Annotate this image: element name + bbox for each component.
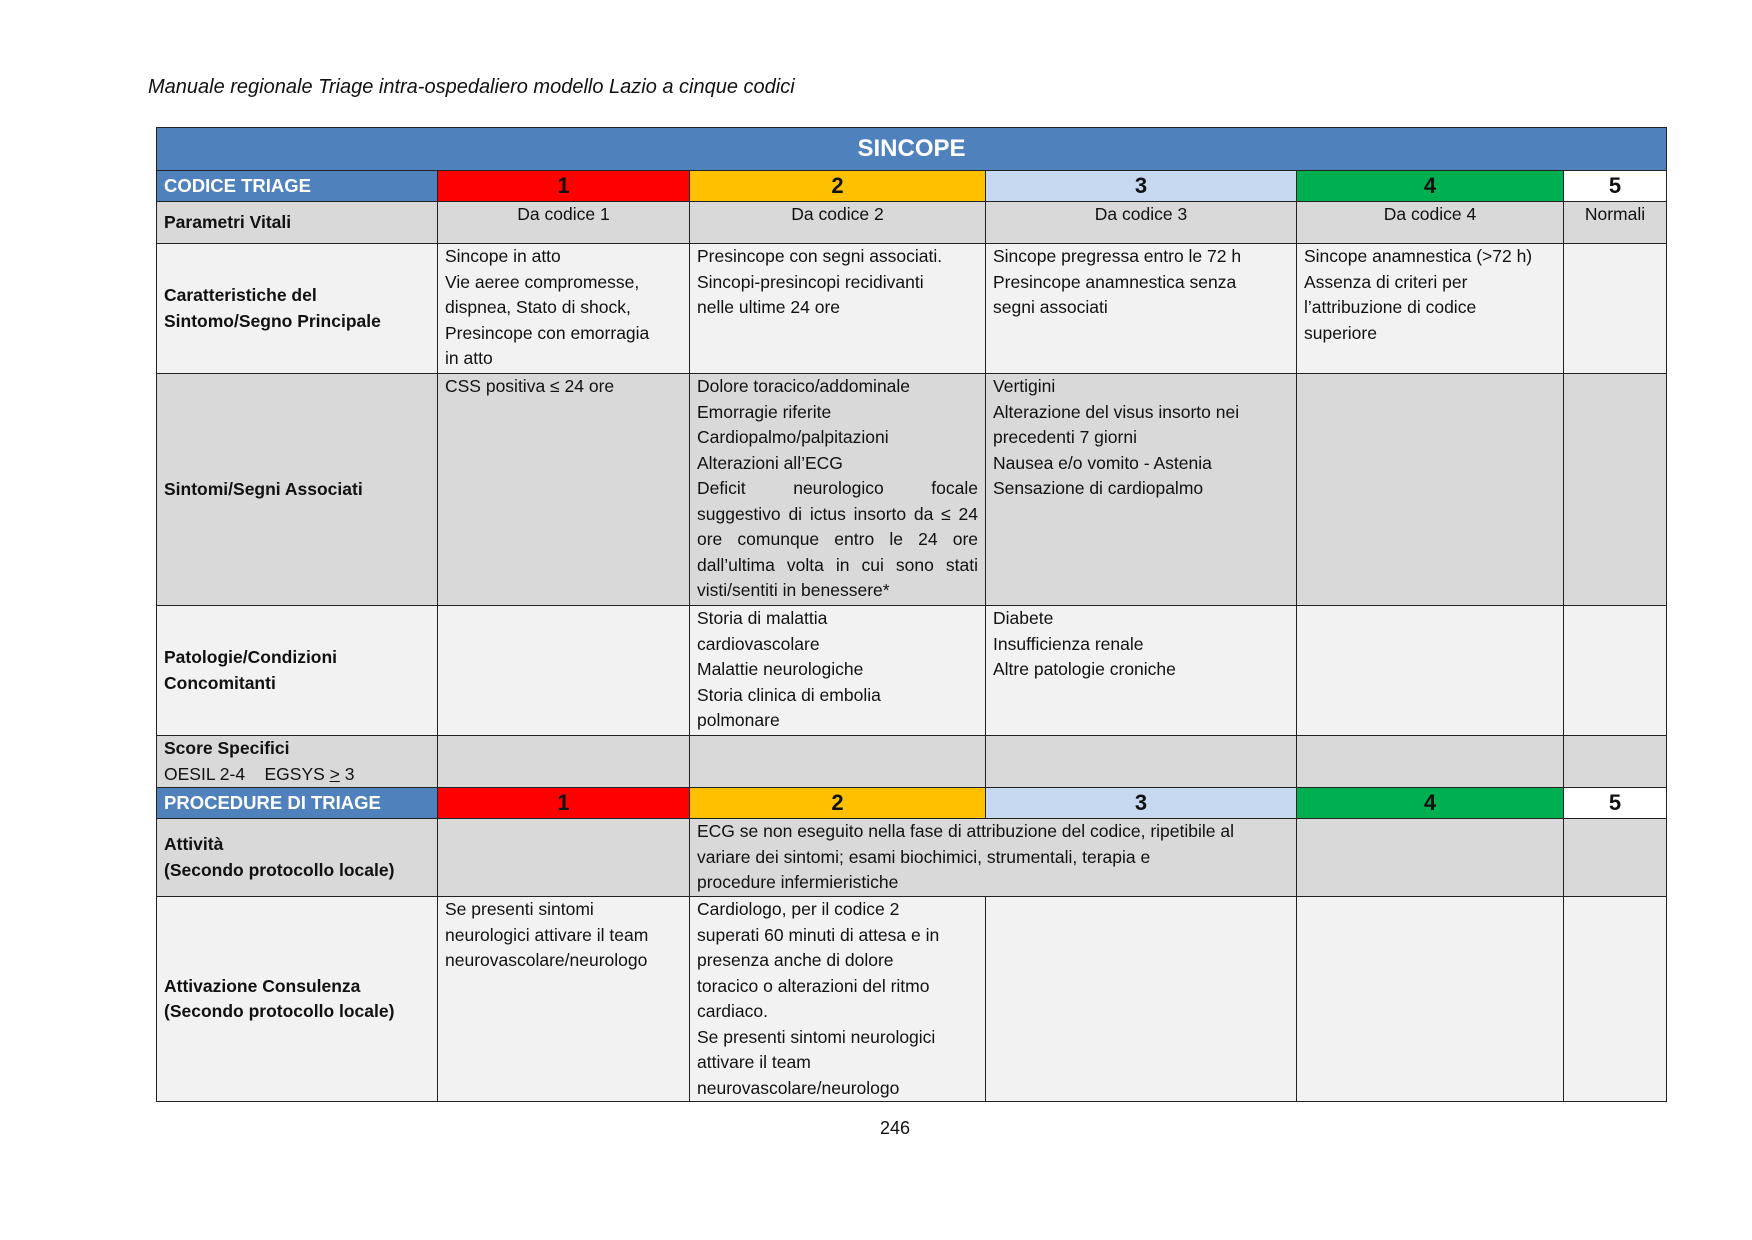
sintomi-code-1: CSS positiva ≤ 24 ore (438, 374, 690, 606)
table-row (157, 202, 1667, 244)
page-number: 246 (879, 1118, 911, 1138)
sintomi-associati-label: Sintomi/Segni Associati (157, 374, 438, 606)
parametri-code-5: Normali (1564, 202, 1667, 244)
consulenza-code-5 (1564, 897, 1667, 1102)
score-code-4 (1297, 736, 1564, 788)
sintomi-code-2: Dolore toracico/addominale Emorragie riferite Cardiopalmo/palpitazioni Alterazioni all’ECG Deficit neurologico focale suggestivo di ictus insorto da ≤ 24 ore comunque entro le 24 ore dall’ultima volta in cui sono stati visti/sentiti in benessere* (690, 374, 986, 606)
score-code-3 (986, 736, 1297, 788)
sintomi-code-4 (1297, 374, 1564, 606)
codice-triage-label: CODICE TRIAGE (157, 171, 438, 202)
sintomi-code-5 (1564, 374, 1667, 606)
parametri-vitali-label: Parametri Vitali (157, 202, 438, 244)
code-4-header: 4 (1297, 171, 1564, 202)
caratteristiche-label: Caratteristiche del Sintomo/Segno Principale (157, 244, 438, 374)
patologie-code-1 (438, 606, 690, 736)
sintomi-code-3: Vertigini Alterazione del visus insorto nei precedenti 7 giorni Nausea e/o vomito - Astenia Sensazione di cardiopalmo (986, 374, 1297, 606)
code-3-header-procedures: 3 (986, 788, 1297, 819)
code-1-header: 1 (438, 171, 690, 202)
code-2-header-procedures: 2 (690, 788, 986, 819)
caratteristiche-code-4: Sincope anamnestica (>72 h) Assenza di criteri per l’attribuzione di codice superiore (1297, 244, 1564, 374)
attivita-code-1 (438, 819, 690, 897)
code-2-header: 2 (690, 171, 986, 202)
parametri-code-4: Da codice 4 (1297, 202, 1564, 244)
attivita-code-4 (1297, 819, 1564, 897)
caratteristiche-code-1: Sincope in atto Vie aeree compromesse, dispnea, Stato di shock, Presincope con emorragia in atto (438, 244, 690, 374)
attivita-label: Attività (Secondo protocollo locale) (157, 819, 438, 897)
code-5-header-procedures: 5 (1564, 788, 1667, 819)
sincope-triage-table (156, 127, 1667, 1102)
patologie-label: Patologie/Condizioni Concomitanti (157, 606, 438, 736)
patologie-code-5 (1564, 606, 1667, 736)
table-title: SINCOPE (157, 128, 1667, 171)
table-row (157, 606, 1667, 736)
score-code-1 (438, 736, 690, 788)
parametri-code-2: Da codice 2 (690, 202, 986, 244)
table-row (157, 374, 1667, 606)
caratteristiche-code-2: Presincope con segni associati. Sincopi-presincopi recidivanti nelle ultime 24 ore (690, 244, 986, 374)
score-specifici-label: Score Specifici OESIL 2-4 EGSYS > 3 (157, 736, 438, 788)
consulenza-code-3 (986, 897, 1297, 1102)
parametri-code-3: Da codice 3 (986, 202, 1297, 244)
table-row (157, 897, 1667, 1102)
patologie-code-4 (1297, 606, 1564, 736)
caratteristiche-code-3: Sincope pregressa entro le 72 h Presincope anamnestica senza segni associati (986, 244, 1297, 374)
code-5-header: 5 (1564, 171, 1667, 202)
patologie-code-2: Storia di malattia cardiovascolare Malattie neurologiche Storia clinica di embolia polmonare (690, 606, 986, 736)
consulenza-code-2: Cardiologo, per il codice 2 superati 60 minuti di attesa e in presenza anche di dolore toracico o alterazioni del ritmo cardiaco. Se presenti sintomi neurologici attivare il team neurovascolare/neurologo (690, 897, 986, 1102)
attivita-code-2-3: ECG se non eseguito nella fase di attribuzione del codice, ripetibile al variare dei sintomi; esami biochimici, strumentali, terapia e procedure infermieristiche (690, 819, 1297, 897)
table-row (157, 736, 1667, 788)
table-row (157, 244, 1667, 374)
consulenza-label: Attivazione Consulenza (Secondo protocollo locale) (157, 897, 438, 1102)
attivita-code-5 (1564, 819, 1667, 897)
consulenza-code-1: Se presenti sintomi neurologici attivare il team neurovascolare/neurologo (438, 897, 690, 1102)
code-1-header-procedures: 1 (438, 788, 690, 819)
patologie-code-3: Diabete Insufficienza renale Altre patologie croniche (986, 606, 1297, 736)
code-3-header: 3 (986, 171, 1297, 202)
consulenza-code-4 (1297, 897, 1564, 1102)
procedure-triage-label: PROCEDURE DI TRIAGE (157, 788, 438, 819)
code-4-header-procedures: 4 (1297, 788, 1564, 819)
caratteristiche-code-5 (1564, 244, 1667, 374)
document-header: Manuale regionale Triage intra-ospedaliero modello Lazio a cinque codici (148, 76, 795, 98)
score-code-5 (1564, 736, 1667, 788)
parametri-code-1: Da codice 1 (438, 202, 690, 244)
table-row (157, 819, 1667, 897)
score-code-2 (690, 736, 986, 788)
